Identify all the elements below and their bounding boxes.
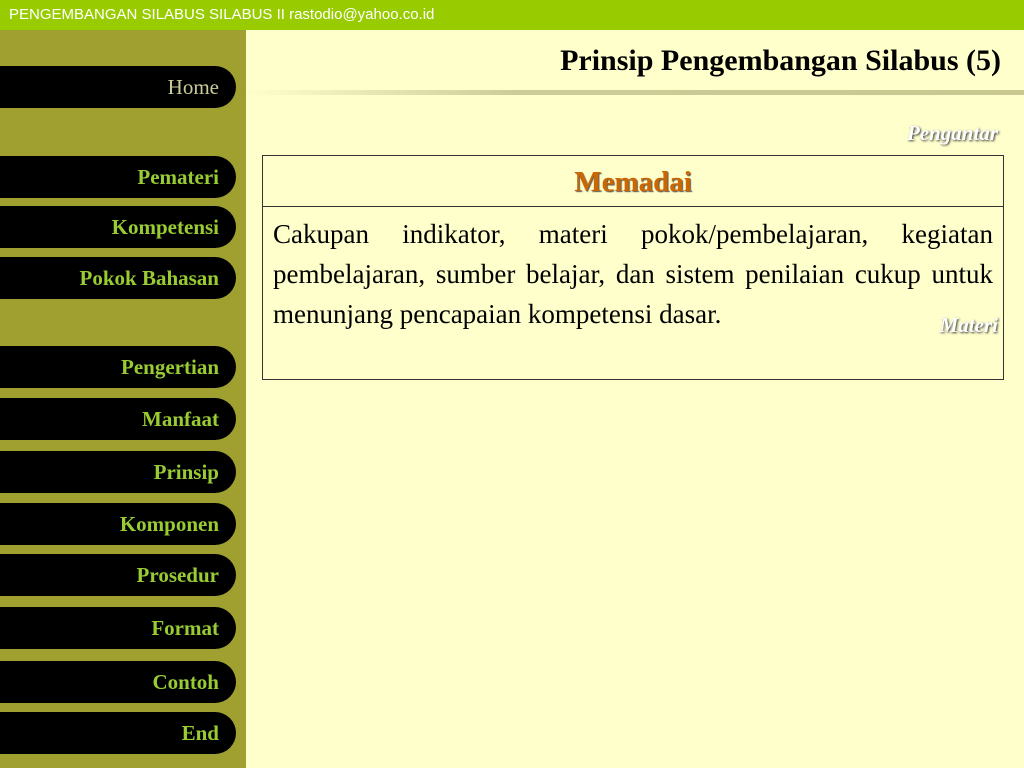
nav-pengertian-button[interactable]: Pengertian bbox=[0, 346, 236, 388]
section-label-materi: Materi bbox=[939, 313, 998, 337]
page-title: Prinsip Pengembangan Silabus (5) bbox=[560, 44, 1001, 77]
nav-pemateri-button[interactable]: Pemateri bbox=[0, 156, 236, 198]
nav-prosedur-button[interactable]: Prosedur bbox=[0, 554, 236, 596]
title-underline bbox=[246, 90, 1024, 95]
nav-contoh-button[interactable]: Contoh bbox=[0, 661, 236, 703]
nav-kompetensi-button[interactable]: Kompetensi bbox=[0, 206, 236, 248]
section-label-pengantar: Pengantar bbox=[906, 121, 998, 145]
principle-description: Cakupan indikator, materi pokok/pembelajaran, kegiatan pembelajaran, sumber belajar, dan sistem penilaian cukup untuk menunjang pencapaian kompetensi dasar. bbox=[273, 219, 993, 329]
banner-text: PENGEMBANGAN SILABUS SILABUS II rastodio@yahoo.co.id bbox=[9, 6, 435, 23]
nav-manfaat-button[interactable]: Manfaat bbox=[0, 398, 236, 440]
nav-end-button[interactable]: End bbox=[0, 712, 236, 754]
principle-box bbox=[262, 155, 1004, 380]
nav-format-button[interactable]: Format bbox=[0, 607, 236, 649]
top-banner bbox=[0, 0, 1024, 30]
nav-komponen-button[interactable]: Komponen bbox=[0, 503, 236, 545]
principle-heading: Memadai bbox=[263, 156, 1003, 207]
nav-prinsip-button[interactable]: Prinsip bbox=[0, 451, 236, 493]
nav-pokok-bahasan-button[interactable]: Pokok Bahasan bbox=[0, 257, 236, 299]
nav-home-button[interactable]: Home bbox=[0, 66, 236, 108]
